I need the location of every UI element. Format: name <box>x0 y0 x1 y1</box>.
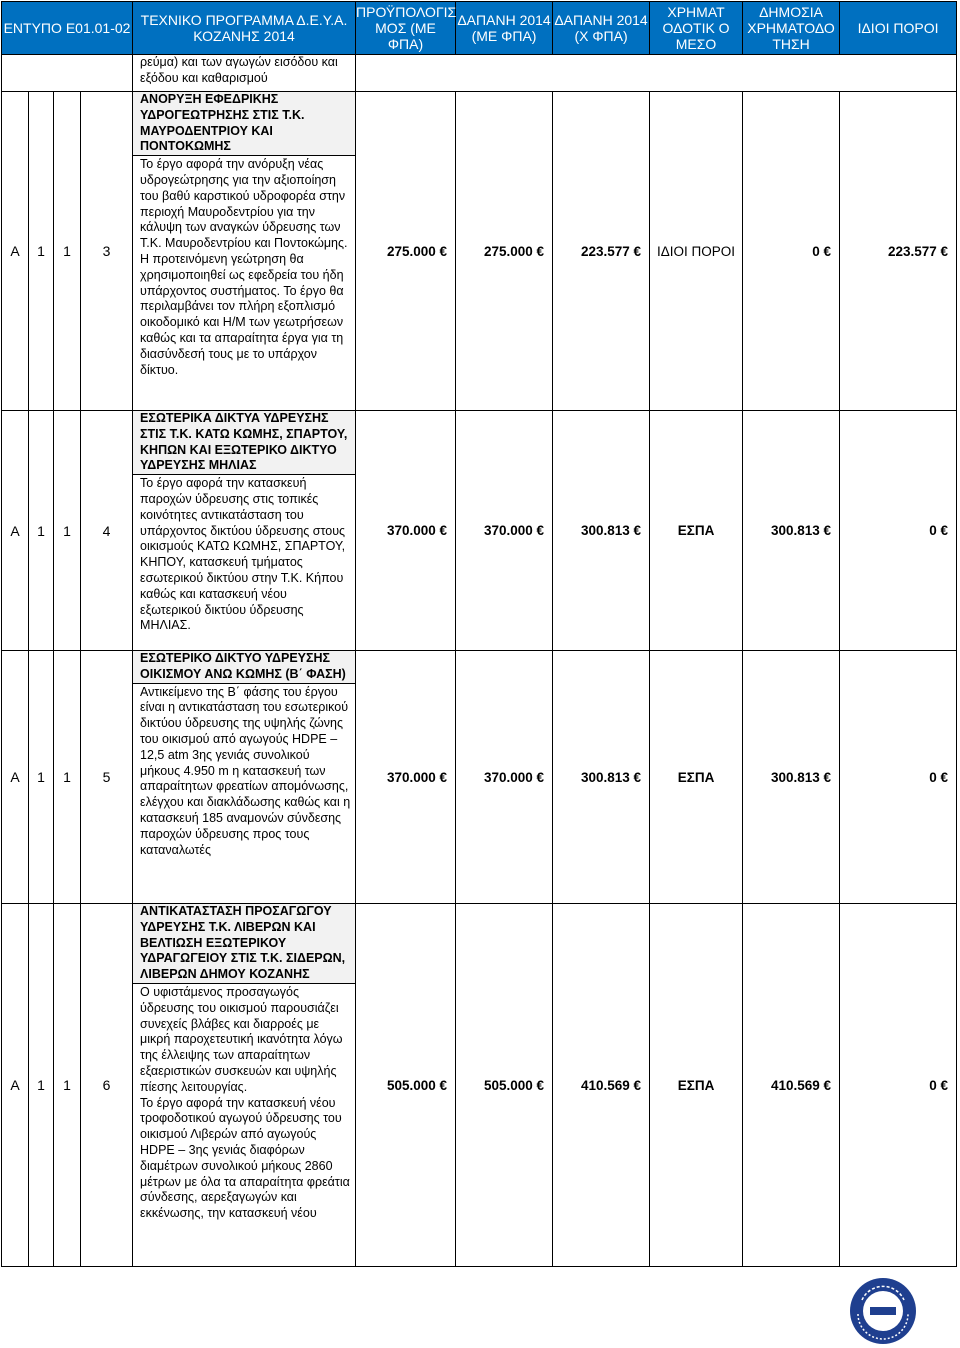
budget-value: 370.000 € <box>356 651 456 904</box>
project-title: ΑΝΟΡΥΞΗ ΕΦΕΔΡΙΚΗΣ ΥΔΡΟΓΕΩΤΡΗΣΗΣ ΣΤΙΣ Τ.Κ. ΜΑΥΡΟΔΕΝΤΡΙΟΥ ΚΑΙ ΠΟΝΤΟΚΩΜΗΣ <box>133 92 355 156</box>
code-d: 5 <box>81 651 133 904</box>
cost-novat-value: 410.569 € <box>553 904 650 1267</box>
cost-vat-value: 370.000 € <box>456 651 553 904</box>
public-funding-value: 0 € <box>743 92 840 411</box>
code-b: 1 <box>29 411 54 651</box>
project-title: ΕΣΩΤΕΡΙΚΟ ΔΙΚΤΥΟ ΥΔΡΕΥΣΗΣ ΟΙΚΙΣΜΟΥ ΑΝΩ ΚΩΜΗΣ (Β΄ ΦΑΣΗ) <box>133 651 355 684</box>
stamp-brand-bar <box>870 1307 896 1315</box>
code-a: Α <box>2 904 29 1267</box>
header-code: ΕΝΤΥΠΟ Ε01.01-02 <box>2 2 133 55</box>
continuation-code-cell <box>2 55 133 92</box>
certification-stamp-logo <box>848 1276 918 1346</box>
code-a: Α <box>2 651 29 904</box>
budget-value: 275.000 € <box>356 92 456 411</box>
project-description: Ο υφιστάμενος προσαγωγός ύδρευσης του οικισμού παρουσιάζει συνεχείς βλάβες και διαρροές με μικρή παροχετευτική ικανότητα λόγω της έλλειψης των απαραίτητων εξαεριστικών συσκευών και υψηλής πίεσης λειτουργίας. Το έργο αφορά την κατασκευή νέου τροφοδοτικού αγωγού ύδρευσης του οικισμού Λιβερών από αγωγούς HDPE – 3ης γενιάς διαφόρων διαμέτρων συνολικού μήκους 2860 μέτρων με όλα τα απαραίτητα φρεάτια σύνδεσης, αερεξαγωγών και εκκένωσης, την κατασκευή νέου <box>140 984 350 1221</box>
own-resources-value: 0 € <box>840 904 957 1267</box>
project-description: Αντικείμενο της Β΄ φάσης του έργου είναι η αντικατάσταση του εσωτερικού δικτύου ύδρευσης της υψηλής ζώνης του οικισμού από αγωγούς HDPE – 12,5 atm 3ης γενιάς συνολικού μήκους 4.950 m η κατασκευή των απαραίτητων φρεατίων απομόνωσης, ελέγχου και διακλάδωσης καθώς και η κατασκευή 185 αναμονών σύνδεσης παροχών ύδρευσης προς τους καταναλωτές <box>140 684 354 857</box>
project-title: ΕΣΩΤΕΡΙΚΑ ΔΙΚΤΥΑ ΥΔΡΕΥΣΗΣ ΣΤΙΣ Τ.Κ. ΚΑΤΩ ΚΩΜΗΣ, ΣΠΑΡΤΟΥ, ΚΗΠΩΝ ΚΑΙ ΕΞΩΤΕΡΙΚΟ ΔΙΚΤΥΟ ΥΔΡΕΥΣΗΣ ΜΗΛΙΑΣ <box>133 411 355 475</box>
project-cell <box>133 651 356 904</box>
cost-vat-value: 505.000 € <box>456 904 553 1267</box>
funding-means-value: ΕΣΠΑ <box>650 651 743 904</box>
code-b: 1 <box>29 651 54 904</box>
continuation-empty <box>356 55 957 92</box>
header-funding-means: ΧΡΗΜΑΤ ΟΔΟΤΙΚ Ο ΜΕΣΟ <box>650 2 743 55</box>
header-title: ΤΕΧΝΙΚΟ ΠΡΟΓΡΑΜΜΑ Δ.Ε.Υ.Α. ΚΟΖΑΝΗΣ 2014 <box>133 2 356 55</box>
cost-novat-value: 300.813 € <box>553 651 650 904</box>
cost-vat-value: 275.000 € <box>456 92 553 411</box>
code-d: 3 <box>81 92 133 411</box>
cost-vat-value: 370.000 € <box>456 411 553 651</box>
code-c: 1 <box>54 651 81 904</box>
own-resources-value: 0 € <box>840 651 957 904</box>
header-budget: ΠΡΟΫΠΟΛΟΓΙΣ ΜΟΣ (ΜΕ ΦΠΑ) <box>356 2 456 55</box>
public-funding-value: 300.813 € <box>743 411 840 651</box>
budget-value: 370.000 € <box>356 411 456 651</box>
funding-means-value: ΕΣΠΑ <box>650 411 743 651</box>
budget-table <box>1 1 957 1267</box>
code-b: 1 <box>29 904 54 1267</box>
header-cost-novat: ΔΑΠΑΝΗ 2014 (Χ ΦΠΑ) <box>553 2 650 55</box>
project-description: Το έργο αφορά την ανόρυξη νέας υδρογεώτρησης για την αξιοποίηση του βαθύ καρστικού υδροφορέα στην περιοχή Μαυροδεντρίου για την κάλυψη των αναγκών ύδρευσης των Τ.Κ. Μαυροδεντρίου και Ποντοκώμης. Η προτεινόμενη γεώτρηση θα χρησιμοποιηθεί ως εφεδρεία του ήδη υπάρχοντος συστήματος. Το έργο θα περιλαμβάνει τον πλήρη εξοπλισμό οικοδομικό και Η/Μ των γεωτρήσεων καθώς και τα απαραίτητα έργα για τη διασύνδεσή τους με το υπάρχον δίκτυο. <box>140 157 351 377</box>
header-public-funding: ΔΗΜΟΣΙΑ ΧΡΗΜΑΤΟΔΟ ΤΗΣΗ <box>743 2 840 55</box>
code-d: 4 <box>81 411 133 651</box>
cost-novat-value: 300.813 € <box>553 411 650 651</box>
project-cell <box>133 904 356 1267</box>
project-description: Το έργο αφορά την κατασκευή παροχών ύδρευσης στις τοπικές κοινότητες αντικατάσταση του υπάρχοντος δικτύου ύδρευσης στους οικισμούς ΚΑΤΩ ΚΩΜΗΣ, ΣΠΑΡΤΟΥ, ΚΗΠΟΥ, κατασκευή τμήματος εσωτερικού δικτύου στην Τ.Κ. Κήπου καθώς και κατασκευή νέου εξωτερικού δικτύου ύδρευσης ΜΗΛΙΑΣ. <box>140 476 349 633</box>
funding-means-value: ΙΔΙΟΙ ΠΟΡΟΙ <box>650 92 743 411</box>
code-a: Α <box>2 411 29 651</box>
own-resources-value: 223.577 € <box>840 92 957 411</box>
project-cell <box>133 411 356 651</box>
code-a: Α <box>2 92 29 411</box>
table-row <box>2 651 957 904</box>
code-b: 1 <box>29 92 54 411</box>
public-funding-value: 300.813 € <box>743 651 840 904</box>
table-row <box>2 92 957 411</box>
continuation-row <box>2 55 957 92</box>
budget-value: 505.000 € <box>356 904 456 1267</box>
code-d: 6 <box>81 904 133 1267</box>
project-title: ΑΝΤΙΚΑΤΑΣΤΑΣΗ ΠΡΟΣΑΓΩΓΟΥ ΥΔΡΕΥΣΗΣ Τ.Κ. ΛΙΒΕΡΩΝ ΚΑΙ ΒΕΛΤΙΩΣΗ ΕΞΩΤΕΡΙΚΟΥ ΥΔΡΑΓΩΓΕΙΟΥ ΣΤΙΣ Τ.Κ. ΣΙΔΕΡΩΝ, ΛΙΒΕΡΩΝ ΔΗΜΟΥ ΚΟΖΑΝΗΣ <box>133 904 355 984</box>
code-c: 1 <box>54 411 81 651</box>
project-cell <box>133 92 356 411</box>
own-resources-value: 0 € <box>840 411 957 651</box>
header-own-resources: ΙΔΙΟΙ ΠΟΡΟΙ <box>840 2 957 55</box>
cost-novat-value: 223.577 € <box>553 92 650 411</box>
code-c: 1 <box>54 92 81 411</box>
table-row <box>2 904 957 1267</box>
continuation-text: ρεύμα) και των αγωγών εισόδου και εξόδου και καθαρισμού <box>133 55 356 92</box>
header-row <box>2 2 957 55</box>
table-row <box>2 411 957 651</box>
header-cost-vat: ΔΑΠΑΝΗ 2014 (ΜΕ ΦΠΑ) <box>456 2 553 55</box>
funding-means-value: ΕΣΠΑ <box>650 904 743 1267</box>
code-c: 1 <box>54 904 81 1267</box>
public-funding-value: 410.569 € <box>743 904 840 1267</box>
